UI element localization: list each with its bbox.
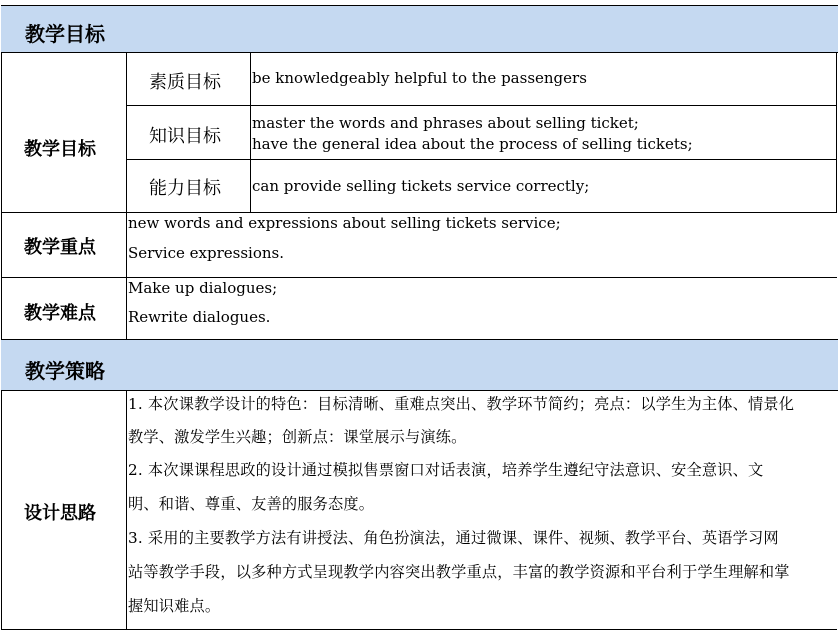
objectives-label: 教学目标 (24, 139, 96, 160)
key-points-line: Service expressions. (128, 244, 284, 262)
column-divider (250, 53, 251, 212)
difficult-points-label: 教学难点 (24, 303, 96, 324)
knowledge-objective-label: 知识目标 (149, 126, 221, 147)
column-divider (126, 391, 127, 630)
design-line: 明、和谐、尊重、友善的服务态度。 (128, 495, 375, 513)
column-divider (126, 53, 127, 339)
design-label: 设计思路 (24, 503, 96, 524)
design-line: 教学、激发学生兴趣；创新点：课堂展示与演练。 (128, 428, 467, 446)
design-line: 2. 本次课课程思政的设计通过模拟售票窗口对话表演，培养学生遵纪守法意识、安全意识、文 (128, 461, 764, 479)
quality-objective-text: be knowledgeably helpful to the passengers (252, 69, 587, 87)
design-line: 3. 采用的主要教学方法有讲授法、角色扮演法，通过微课、课件、视频、教学平台、英语学习网 (128, 529, 779, 547)
table-border-left (1, 391, 2, 630)
section-title: 教学目标 (25, 22, 105, 46)
ability-objective-label: 能力目标 (149, 178, 221, 199)
section-header-objectives (1, 5, 838, 53)
quality-objective-label: 素质目标 (149, 72, 221, 93)
design-line: 1. 本次课教学设计的特色：目标清晰、重难点突出、教学环节简约；亮点：以学生为主体、情景化 (128, 395, 795, 413)
row-divider (126, 105, 837, 106)
difficult-points-line: Make up dialogues; (128, 279, 278, 297)
section-title: 教学策略 (25, 359, 105, 383)
key-points-label: 教学重点 (24, 237, 96, 258)
section-header-strategy (1, 339, 838, 391)
difficult-points-line: Rewrite dialogues. (128, 308, 271, 326)
row-divider (1, 277, 837, 278)
ability-objective-text: can provide selling tickets service correctly; (252, 177, 590, 195)
design-line: 握知识难点。 (128, 597, 221, 615)
table-border-right (836, 53, 837, 212)
design-line: 站等教学手段，以多种方式呈现教学内容突出教学重点，丰富的教学资源和平台利于学生理解和掌 (128, 563, 790, 581)
knowledge-objective-line: have the general idea about the process of selling tickets; (252, 135, 693, 153)
row-divider (1, 629, 837, 630)
table-border-left (1, 53, 2, 339)
knowledge-objective-line: master the words and phrases about selling ticket; (252, 114, 639, 132)
row-divider (126, 159, 837, 160)
key-points-line: new words and expressions about selling tickets service; (128, 214, 561, 232)
